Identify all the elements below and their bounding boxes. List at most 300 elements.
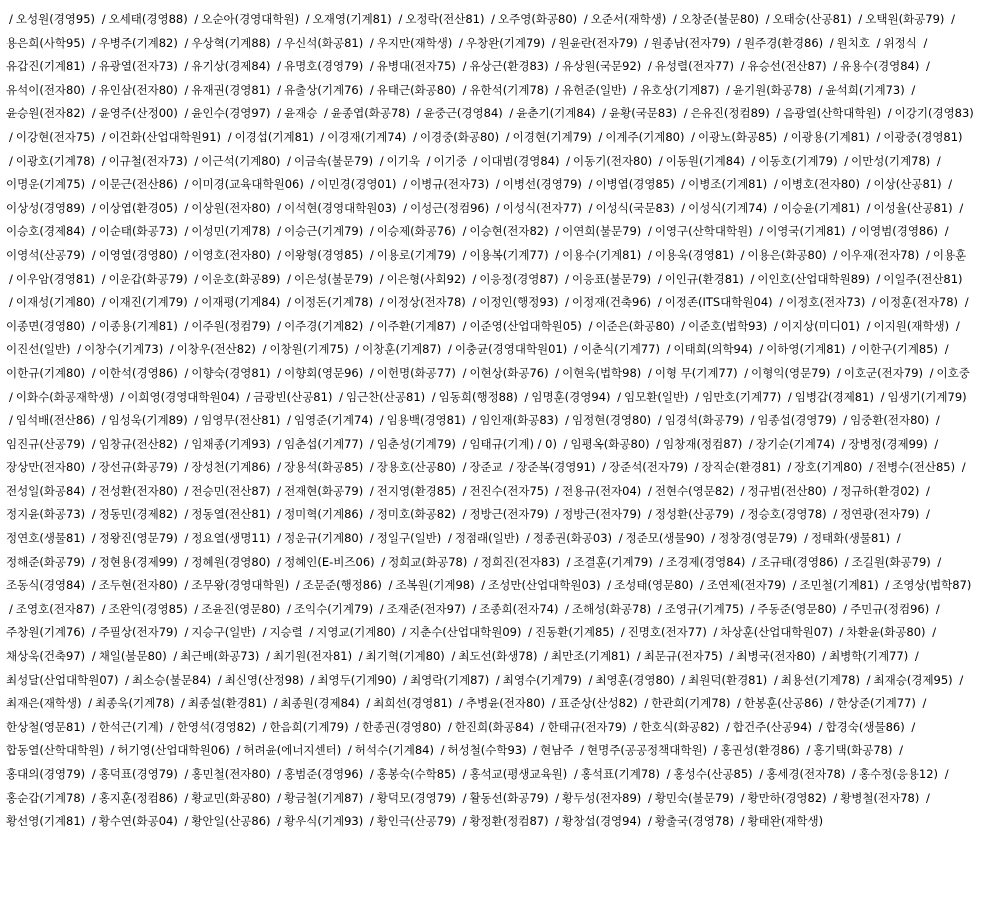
list-item: 이운호(화공89): [201, 271, 281, 286]
entry-separator: /: [447, 342, 452, 357]
entry-separator: /: [528, 625, 532, 640]
entry-separator: /: [713, 743, 718, 758]
entry-separator: /: [759, 224, 764, 239]
entry-separator: /: [555, 507, 560, 522]
list-item: 이주환(기계87): [376, 318, 456, 333]
entry-separator: /: [379, 271, 384, 286]
entry-separator: /: [588, 672, 593, 687]
list-item: 오순아(경영대학원): [201, 12, 300, 26]
list-item: 황금철(기계87): [284, 790, 364, 805]
entry-separator: /: [88, 696, 93, 711]
list-item: 이현상(화공76): [469, 365, 549, 380]
list-item: 정연호(생물81): [6, 531, 86, 546]
list-item: 조완익(경영85): [108, 601, 188, 616]
list-item: 황만하(경영82): [747, 790, 827, 805]
entry-separator: /: [91, 318, 96, 333]
list-item: 이화수(화공재학생): [15, 389, 114, 404]
list-item: 이한구(기계85): [858, 342, 939, 357]
list-item: 이병엽(경영85): [595, 177, 675, 192]
list-item: 한관희(기계78): [651, 696, 731, 711]
entry-separator: /: [9, 413, 13, 428]
list-item: 이광용(기계81): [790, 129, 870, 144]
list-item: 전재현(화공79): [284, 483, 364, 498]
entry-separator: /: [961, 460, 966, 475]
list-item: 최도선(화생78): [458, 649, 538, 664]
list-item: 이현욱(법학98): [562, 365, 642, 380]
entry-separator: /: [726, 719, 730, 734]
list-item: 조규태(경영86): [758, 554, 839, 569]
list-item: 윤인수(경영97): [191, 106, 271, 121]
list-item: 유광열(전자73): [98, 59, 178, 74]
list-item: 전성환(전자80): [98, 483, 178, 498]
list-item: 조영규(기계75): [664, 601, 744, 616]
entry-separator: /: [657, 295, 662, 310]
list-item: 최영락(기계87): [410, 672, 490, 687]
entry-separator: /: [573, 767, 578, 781]
list-item: 이경중(화공80): [419, 129, 500, 144]
entry-separator: /: [277, 82, 282, 97]
entry-separator: /: [358, 649, 363, 664]
entry-separator: /: [495, 200, 500, 215]
list-item: 최신영(산정98): [224, 672, 304, 687]
list-item: 우신석(화공81): [284, 35, 364, 50]
entry-separator: /: [740, 814, 745, 829]
list-item: 임모환(일반): [624, 389, 689, 404]
entry-separator: /: [246, 389, 251, 404]
entry-separator: /: [633, 82, 638, 97]
entry-separator: /: [681, 672, 686, 687]
list-item: 이광중(경영81): [883, 129, 963, 144]
entry-separator: /: [647, 507, 652, 522]
entry-separator: /: [829, 35, 834, 50]
list-item: 임창규(전산82): [98, 436, 178, 451]
list-item: 정준모(생물90): [625, 531, 705, 546]
entry-separator: /: [101, 295, 106, 310]
entry-separator: /: [309, 625, 314, 640]
entry-separator: /: [295, 578, 300, 593]
list-item: 황정환(정컴87): [469, 814, 549, 829]
entry-separator: /: [125, 672, 130, 687]
entry-separator: /: [9, 153, 13, 168]
list-item: 임병갑(경제81): [794, 389, 874, 404]
entry-separator: /: [565, 295, 569, 310]
entry-separator: /: [355, 719, 360, 734]
entry-separator: /: [169, 342, 174, 357]
list-item: 오재영(기계81): [312, 12, 392, 26]
entry-separator: /: [833, 59, 838, 74]
list-item: 이영열(경영80): [98, 247, 178, 262]
list-item: 이창수(기계73): [84, 342, 164, 357]
list-item: 한봉훈(산공86): [743, 696, 824, 711]
entry-separator: /: [657, 413, 662, 428]
list-item: 이성식(국문83): [595, 200, 675, 215]
entry-separator: /: [184, 625, 189, 640]
list-item: 황태완(재학생): [747, 814, 824, 829]
list-item: 이호군(전자79): [843, 365, 923, 380]
entry-separator: /: [844, 153, 849, 168]
entry-separator: /: [169, 719, 174, 734]
list-item: 차상훈(산업대학원07): [720, 625, 833, 640]
entry-separator: /: [91, 460, 96, 475]
entry-separator: /: [277, 365, 282, 380]
entry-separator: /: [462, 82, 467, 97]
entry-separator: /: [381, 554, 386, 569]
entry-separator: /: [277, 483, 282, 498]
entry-separator: /: [262, 342, 267, 357]
list-item: 정규하(환경02): [840, 483, 920, 498]
entry-separator: /: [555, 483, 560, 498]
entry-separator: /: [184, 578, 189, 593]
list-item: 유병대(전자75): [376, 59, 456, 74]
entry-separator: /: [876, 271, 881, 286]
entry-separator: /: [833, 483, 838, 498]
entry-separator: /: [647, 790, 652, 805]
list-item: 주동준(영문80): [757, 601, 837, 616]
list-item: 우병주(기계82): [98, 35, 178, 50]
list-item: 정동열(전산81): [191, 507, 271, 522]
list-item: 임용백(경영81): [386, 413, 466, 428]
list-item: 최종원(경제84): [280, 696, 360, 711]
entry-separator: /: [566, 153, 571, 168]
list-item: 윤재승: [284, 106, 318, 121]
entry-separator: /: [773, 672, 778, 687]
list-item: 주창원(기계76): [6, 625, 86, 640]
list-item: 전용규(전자04): [562, 483, 642, 498]
list-item: 이영석(산공79): [6, 247, 86, 262]
entry-separator: /: [184, 82, 189, 97]
entry-separator: /: [184, 200, 189, 215]
entry-separator: /: [509, 106, 514, 121]
entry-separator: /: [929, 365, 934, 380]
list-item: 이경재(기계74): [327, 129, 407, 144]
entry-separator: /: [277, 35, 282, 50]
list-item: 위정식: [883, 35, 917, 50]
list-item: 지영교(기계80): [316, 625, 396, 640]
list-item: 조종희(전자74): [479, 601, 559, 616]
entry-separator: /: [737, 696, 741, 711]
list-item: 한종권(경영80): [362, 719, 442, 734]
list-item: 이영국(기계81): [766, 224, 846, 239]
entry-separator: /: [839, 625, 844, 640]
entry-separator: /: [101, 413, 106, 428]
list-item: 이상(산공81): [873, 177, 942, 192]
entry-separator: /: [602, 460, 606, 475]
list-item: 조민철(기계81): [799, 578, 879, 593]
list-item: 황인극(산공79): [376, 814, 456, 829]
entry-separator: /: [91, 767, 96, 781]
list-item: 최종욱(기계78): [95, 696, 175, 711]
entry-separator: /: [120, 389, 125, 404]
list-item: 이창훈(기계87): [362, 342, 442, 357]
entry-separator: /: [926, 790, 930, 805]
list-item: 정현용(경제99): [98, 554, 178, 569]
entry-separator: /: [426, 153, 431, 168]
entry-separator: /: [194, 601, 199, 616]
list-item: 황우식(기계93): [284, 814, 364, 829]
list-item: 정성환(산공79): [654, 507, 734, 522]
entry-separator: /: [194, 413, 199, 428]
entry-separator: /: [843, 601, 848, 616]
list-item: 이우암(경영81): [15, 271, 96, 286]
entry-separator: /: [773, 318, 778, 333]
list-item: 원윤란(전자79): [558, 35, 638, 50]
list-item: 조성태(영문80): [614, 578, 694, 593]
list-item: 오준서(재학생): [590, 12, 667, 26]
list-item: 황수연(화공04): [98, 814, 178, 829]
list-item: 유용수(경영84): [840, 59, 920, 74]
list-item: 전진수(전자75): [469, 483, 549, 498]
entry-separator: /: [462, 790, 467, 805]
entry-separator: /: [681, 200, 686, 215]
list-item: 이병규(전자73): [410, 177, 490, 192]
list-item: 용은희(사학95): [6, 35, 86, 50]
entry-separator: /: [379, 601, 384, 616]
list-item: 조재준(전자97): [386, 601, 466, 616]
list-item: 이한석(경영86): [98, 365, 178, 380]
list-item: 최만조(기계81): [551, 649, 631, 664]
list-item: 이민경(경영01): [317, 177, 397, 192]
list-item: 한음희(기계79): [269, 719, 349, 734]
list-item: 홍성수(산공85): [673, 767, 753, 781]
entry-separator: /: [818, 719, 823, 734]
list-item: 조문준(행정86): [302, 578, 382, 593]
list-item: 이계주(기계80): [605, 129, 685, 144]
entry-separator: /: [783, 129, 788, 144]
entry-separator: /: [683, 106, 688, 121]
entry-separator: /: [633, 719, 638, 734]
entry-separator: /: [583, 12, 588, 26]
list-item: 이하영(기계81): [766, 342, 846, 357]
entry-separator: /: [964, 295, 969, 310]
list-item: 이성식(기계74): [688, 200, 768, 215]
list-item: 임종섭(경영79): [757, 413, 837, 428]
list-item: 유태근(화공80): [376, 82, 456, 97]
entry-separator: /: [402, 625, 406, 640]
entry-separator: /: [948, 177, 953, 192]
entry-separator: /: [588, 177, 593, 192]
entry-separator: /: [462, 767, 467, 781]
entry-separator: /: [277, 460, 282, 475]
entry-separator: /: [759, 342, 764, 357]
list-item: 이건화(산업대학원91): [108, 129, 222, 144]
entry-separator: /: [959, 200, 964, 215]
list-item: 차환윤(화공80): [846, 625, 926, 640]
entry-separator: /: [369, 767, 374, 781]
entry-separator: /: [699, 578, 704, 593]
list-item: 홍민철(전자80): [191, 767, 271, 781]
entry-separator: /: [822, 649, 827, 664]
entry-separator: /: [369, 365, 374, 380]
entry-separator: /: [277, 790, 282, 805]
entry-separator: /: [872, 295, 876, 310]
list-item: 유성렬(전자77): [654, 59, 734, 74]
list-item: 정규범(전산80): [747, 483, 827, 498]
list-item: 이기욱: [386, 153, 420, 168]
list-item: 이헌명(화공77): [376, 365, 456, 380]
list-item: 조영상(법학87): [892, 578, 972, 593]
entry-separator: /: [440, 743, 445, 758]
entry-separator: /: [473, 153, 478, 168]
list-item: 유호상(기계87): [640, 82, 720, 97]
entry-separator: /: [647, 224, 652, 239]
list-item: 이창원(기계75): [269, 342, 349, 357]
list-item: 이주원(정컴79): [191, 318, 271, 333]
list-item: 장준교: [469, 460, 503, 475]
list-item: 합경숙(생물86): [825, 719, 905, 734]
entry-separator: /: [101, 153, 106, 168]
entry-separator: /: [184, 483, 189, 498]
entry-separator: /: [462, 247, 467, 262]
list-item: 허려윤(에너지센터): [243, 743, 342, 758]
list-item: 이병조(기계81): [688, 177, 768, 192]
entry-separator: /: [495, 672, 500, 687]
list-item: 윤춘기(기계84): [516, 106, 596, 121]
entry-separator: /: [647, 59, 652, 74]
entry-separator: /: [262, 719, 267, 734]
list-item: 임근찬(산공81): [345, 389, 426, 404]
list-item: 유석이(전자80): [6, 82, 86, 97]
entry-separator: /: [681, 177, 686, 192]
list-item: 임동희(행정88): [438, 389, 518, 404]
list-item: 장선규(화공79): [98, 460, 178, 475]
entry-separator: /: [491, 12, 496, 26]
entry-separator: /: [194, 295, 199, 310]
list-item: 현남주: [540, 743, 574, 758]
list-item: 이종면(경영80): [6, 318, 86, 333]
list-item: 황창섭(경영94): [562, 814, 642, 829]
list-item: 황덕모(경영79): [376, 790, 456, 805]
entry-separator: /: [866, 200, 871, 215]
entry-separator: /: [447, 531, 452, 546]
list-item: 이금속(불문79): [293, 153, 374, 168]
entry-separator: /: [657, 271, 662, 286]
entry-separator: /: [887, 106, 892, 121]
entry-separator: /: [91, 507, 96, 522]
entry-separator: /: [9, 129, 13, 144]
list-item: 이인규(환경81): [664, 271, 744, 286]
list-item: 이태희(의학94): [673, 342, 753, 357]
list-item: 최영두(기계90): [317, 672, 397, 687]
entry-separator: /: [617, 389, 622, 404]
entry-separator: /: [598, 129, 603, 144]
list-item: 이희영(경영대학원04): [127, 389, 240, 404]
list-item: 이광호(기계78): [15, 153, 96, 168]
list-item: 유기상(경제84): [191, 59, 271, 74]
entry-separator: /: [369, 460, 374, 475]
list-item: 이용수(기계81): [562, 247, 642, 262]
entry-separator: /: [262, 625, 267, 640]
entry-separator: /: [217, 672, 222, 687]
entry-separator: /: [277, 318, 282, 333]
entry-separator: /: [911, 82, 916, 97]
list-item: 허성철(수학93): [447, 743, 527, 758]
entry-separator: /: [944, 224, 949, 239]
list-item: 오정락(전산81): [405, 12, 485, 26]
list-item: 최근배(화공73): [180, 649, 260, 664]
list-item: 윤석희(기계73): [825, 82, 905, 97]
list-item: 이승근(기계79): [284, 224, 364, 239]
entry-separator: /: [509, 460, 514, 475]
list-item: 이순태(화공73): [98, 224, 178, 239]
list-item: 음광열(산학대학원): [783, 106, 882, 121]
entry-separator: /: [779, 295, 784, 310]
list-item: 한석근(기계): [98, 719, 164, 734]
list-item: 이경섭(기계81): [234, 129, 314, 144]
entry-separator: /: [320, 129, 325, 144]
entry-separator: /: [555, 790, 560, 805]
list-item: 윤영주(산정00): [98, 106, 178, 121]
entry-separator: /: [277, 224, 282, 239]
list-item: 임평옥(화공80): [570, 436, 650, 451]
list-item: 이동호(기계79): [758, 153, 838, 168]
entry-separator: /: [926, 483, 930, 498]
entry-separator: /: [726, 82, 730, 97]
entry-separator: /: [880, 389, 885, 404]
entry-separator: /: [551, 696, 556, 711]
entry-separator: /: [580, 743, 585, 758]
entry-separator: /: [9, 271, 13, 286]
entry-separator: /: [369, 318, 374, 333]
entry-separator: /: [91, 578, 96, 593]
list-item: 이성식(전자77): [502, 200, 582, 215]
entry-separator: /: [776, 106, 781, 121]
entry-separator: /: [750, 413, 755, 428]
entry-separator: /: [926, 507, 930, 522]
list-item: 홍세경(전자78): [766, 767, 846, 781]
list-item: 홍범준(경영96): [284, 767, 364, 781]
entry-separator: /: [91, 200, 96, 215]
list-item: 임진규(산공79): [6, 436, 86, 451]
list-item: 한상철(영문81): [6, 719, 86, 734]
entry-separator: /: [876, 35, 881, 50]
entry-separator: /: [287, 413, 291, 428]
entry-separator: /: [462, 59, 467, 74]
list-item: 임영무(전산81): [201, 413, 281, 428]
list-item: 채상욱(건축97): [6, 649, 86, 664]
entry-separator: /: [369, 507, 374, 522]
entry-separator: /: [101, 271, 106, 286]
list-item: 윤종엽(화공78): [330, 106, 411, 121]
list-item: 정혜원(경영80): [191, 554, 271, 569]
list-item: 정요열(생명11): [191, 531, 271, 546]
list-item: 윤중근(경영84): [423, 106, 503, 121]
list-item: 이성근(정컴96): [410, 200, 490, 215]
entry-separator: /: [829, 696, 834, 711]
list-item: 조성만(산업대학원03): [488, 578, 601, 593]
list-item: 이형 무(기계77): [654, 365, 738, 380]
list-item: 유상근(환경83): [469, 59, 549, 74]
list-item: 오태숭(산공81): [772, 12, 852, 26]
entry-separator: /: [472, 271, 477, 286]
list-item: 황출국(경영78): [654, 814, 734, 829]
entry-separator: /: [934, 436, 939, 451]
entry-separator: /: [944, 342, 949, 357]
list-item: 주필상(전자79): [98, 625, 178, 640]
list-item: 윤기원(화공78): [732, 82, 813, 97]
list-item: 윤승원(전자82): [6, 106, 86, 121]
list-item: 이한규(기계80): [6, 365, 86, 380]
entry-separator: /: [273, 696, 278, 711]
list-item: 이승호(경제84): [6, 224, 86, 239]
entry-separator: /: [472, 295, 477, 310]
list-item: 황두성(전자89): [562, 790, 642, 805]
list-item: 이승윤(기계81): [780, 200, 860, 215]
entry-separator: /: [563, 436, 568, 451]
list-item: 이정돈(기계78): [293, 295, 374, 310]
list-item: 은유진(정컴89): [690, 106, 770, 121]
list-item: 이석현(경영대학원03): [284, 200, 397, 215]
list-item: 이용복(기계77): [469, 247, 549, 262]
